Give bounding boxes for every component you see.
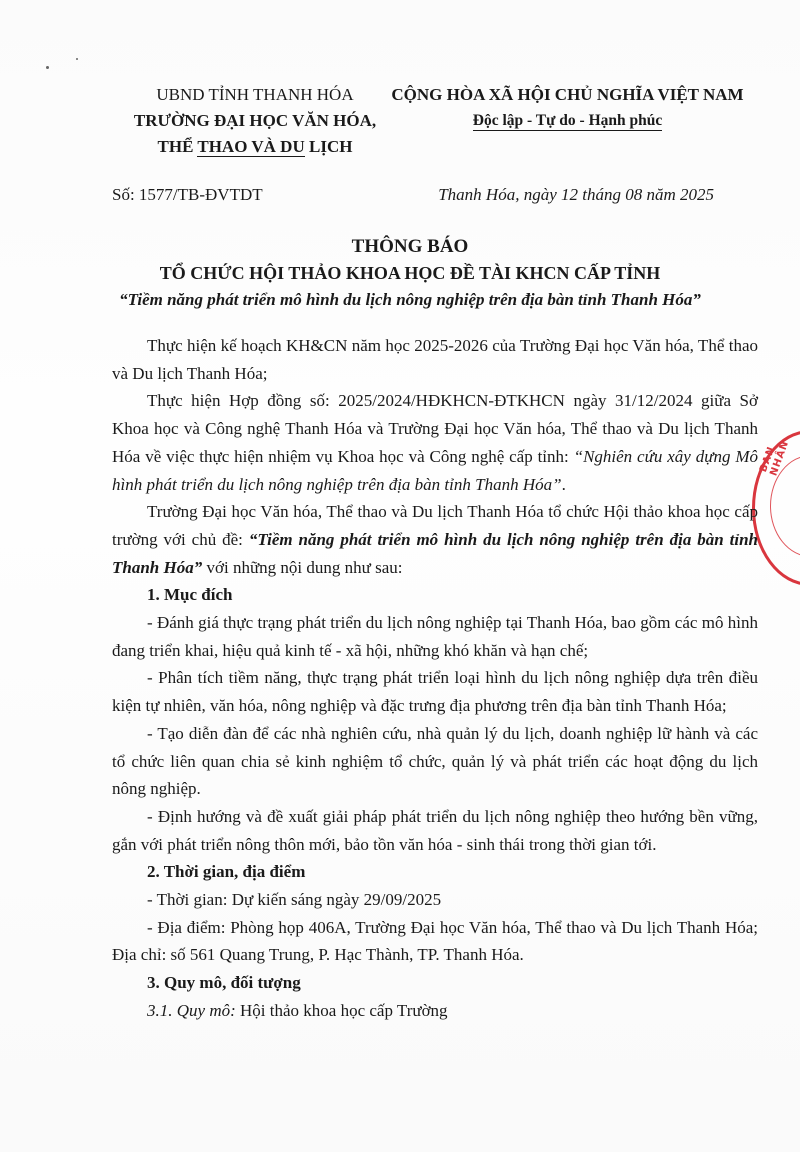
bullet: - Địa điểm: Phòng họp 406A, Trường Đại học Văn hóa, Thể thao và Du lịch Thanh Hóa; Địa chỉ: số 561 Quang Trung, P. Hạc Thành, TP. Thanh Hóa. [112,917,758,965]
motto: Độc lập - Tự do - Hạnh phúc [472,112,663,129]
paragraph: Trường Đại học Văn hóa, Thể thao và Du lịch Thanh Hóa tổ chức Hội thảo khoa học cấp trường với chủ đề: “Tiềm năng phát triển mô hình du lịch nông nghiệp trên địa bàn tỉnh Thanh Hóa” với những nội dung như sau: [112,502,758,577]
scan-speck [46,66,49,69]
paragraph: Thực hiện Hợp đồng số: 2025/2024/HĐKHCN-ĐTKHCN ngày 31/12/2024 giữa Sở Khoa học và Công nghệ Thanh Hóa và Trường Đại học Văn hóa, Thể thao và Du lịch Thanh Hóa về việc thực hiện nhiệm vụ Khoa học và Công nghệ cấp tỉnh: “Nghiên cứu xây dựng Mô hình phát triển du lịch nông nghiệp trên địa bàn tỉnh Thanh Hóa”. [112,391,758,494]
bullet: - Tạo diễn đàn để các nhà nghiên cứu, nhà quản lý du lịch, doanh nghiệp lữ hành và các tổ chức liên quan chia sẻ kinh nghiệm tổ chức, quản lý và phát triển các hoạt động du lịch nông nghiệp. [112,723,758,799]
scan-speck [76,58,78,60]
authority-line-1: UBND TỈNH THANH HÓA [156,85,354,104]
bullet: 3.1. Quy mô: Hội thảo khoa học cấp Trường [147,1000,448,1020]
bullet: - Phân tích tiềm năng, thực trạng phát triển loại hình du lịch nông nghiệp dựa trên điều kiện tự nhiên, văn hóa, nông nghiệp và đặc trưng địa phương trên địa bàn tỉnh Thanh Hóa; [112,668,758,716]
section-heading: 3. Quy mô, đối tượng [147,973,301,993]
country-name: CỘNG HÒA XÃ HỘI CHỦ NGHĨA VIỆT NAM [391,85,744,104]
authority-line-2: TRƯỜNG ĐẠI HỌC VĂN HÓA, [133,111,377,130]
authority-underline: THAO VÀ DU [197,137,305,156]
bullet: - Đánh giá thực trạng phát triển du lịch nông nghiệp tại Thanh Hóa, bao gồm các mô hình đang triển khai, hiệu quả kinh tế - xã hội, những khó khăn và hạn chế; [112,613,758,660]
document-body [112,332,758,1025]
notice-topic: “Tiềm năng phát triển mô hình du lịch nông nghiệp trên địa bàn tỉnh Thanh Hóa” [119,290,701,309]
bullet: - Thời gian: Dự kiến sáng ngày 29/09/2025 [147,890,442,910]
section-heading: 1. Mục đích [147,585,233,605]
issuing-authority [110,82,400,160]
document-number: Số: 1577/TB-ĐVTDT [112,185,263,204]
seal-text: BAN NHÂN [758,439,792,478]
paragraph: Thực hiện kế hoạch KH&CN năm học 2025-2026 của Trường Đại học Văn hóa, Thể thao và Du lịch Thanh Hóa; [112,336,758,383]
authority-line-3: THỂ THAO VÀ DU LỊCH [157,137,353,156]
date-line: Thanh Hóa, ngày 12 tháng 08 năm 2025 [438,185,714,204]
section-heading: 2. Thời gian, địa điểm [147,862,306,882]
notice-subtitle: TỔ CHỨC HỘI THẢO KHOA HỌC ĐỀ TÀI KHCN CẤP TỈNH [159,263,661,283]
national-motto [380,82,755,134]
notice-title: THÔNG BÁO [351,236,469,257]
bullet: - Định hướng và đề xuất giải pháp phát triển du lịch nông nghiệp theo hướng bền vững, gắn với phát triển nông thôn mới, bảo tồn văn hóa - sinh thái trong thời gian tới. [112,806,758,854]
